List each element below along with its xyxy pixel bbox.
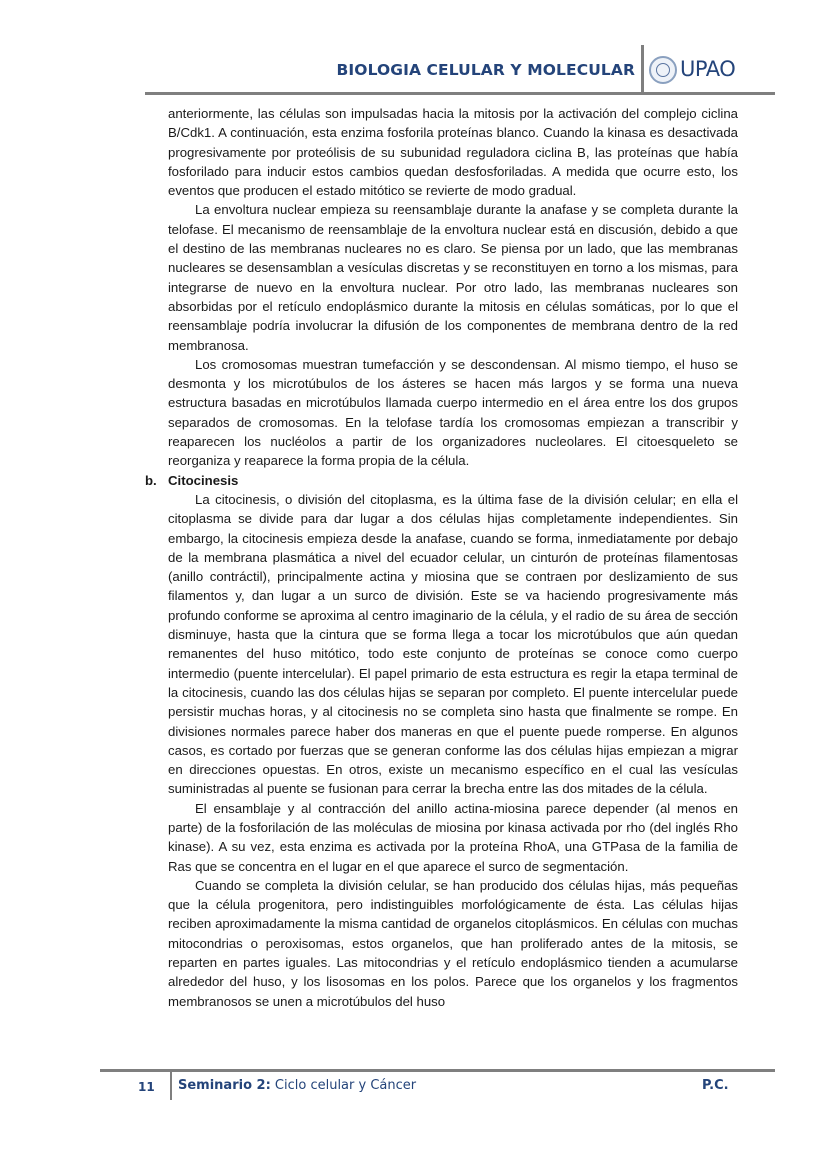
- section-title: Citocinesis: [168, 472, 239, 488]
- header-title: BIOLOGIA CELULAR Y MOLECULAR: [336, 61, 635, 79]
- page-header: [0, 0, 828, 100]
- header-divider: [641, 45, 644, 95]
- footer-rule: [100, 1069, 775, 1072]
- section-heading: [145, 471, 738, 490]
- document-body: [145, 104, 738, 1011]
- paragraph: Cuando se completa la división celular, se han producido dos células hijas, más pequeñas que la célula progenitora, pero indistinguibles morfológicamente de ésta. Las células hijas reciben aproximadamente la misma cantidad de organelos citoplásmicos. En células con muchas mitocondrias o peroxisomas, estos organelos, que han proliferado antes de la mitosis, se reparten en partes iguales. Las mitocondrias y el retículo endoplásmico tienden a acumularse alrededor del huso, y los lisosomas en los polos. Parece que los organelos y los fragmentos membranosos se unen a microtúbulos del huso: [168, 877, 738, 1009]
- logo-text: UPAO: [680, 57, 736, 81]
- paragraph: Los cromosomas muestran tumefacción y se descondensan. Al mismo tiempo, el huso se desmonta y los microtúbulos de los ásteres se hacen más largos y se forma una nueva estructura basadas en microtúbulos llamada cuerpo intermedio en el área entre los dos grupos separados de cromosomas. En la telofase tardía los cromosomas empiezan a transcribir y reaparecen los nucléolos a partir de los organizadores nucleolares. El citoesqueleto se reorganiza y reaparece la forma propia de la célula.: [168, 356, 738, 469]
- seminar-title: Ciclo celular y Cáncer: [270, 1078, 417, 1093]
- university-seal-icon: [649, 56, 677, 84]
- footer-title: [178, 1078, 416, 1093]
- seminar-label: Seminario 2:: [178, 1078, 271, 1093]
- header-rule: [145, 92, 775, 95]
- footer-author: P.C.: [702, 1078, 729, 1093]
- paragraph: La citocinesis, o división del citoplasma, es la última fase de la división celular; en ella el citoplasma se divide para dar lugar a dos células hijas completamente independientes. Sin embargo, la citocinesis empieza desde la anafase, cuando se forma, inmediatamente por debajo de la membrana plasmática a nivel del ecuador celular, un cinturón de proteínas filamentosas (anillo contráctil), principalmente actina y miosina que se contraen por deslizamiento de sus filamentos y, dan lugar a un surco de división. Este se va haciendo progresivamente más profundo conforme se aproxima al centro imaginario de la célula, y el radio de su área de sección disminuye, hasta que la cintura que se forma llega a tocar los microtúbulos que aún quedan remanentes del huso mitótico, todo este conjunto de proteínas se conoce como cuerpo intermedio (puente intercelular). El papel primario de esta estructura es regir la etapa terminal de la citocinesis, cuando las dos células hijas se separan por completo. El puente intercelular puede persistir muchas horas, y al citocinesis no se completa sino hasta que finalmente se rompe. En divisiones normales parece haber dos maneras en que el puente puede romperse. En algunos casos, es cortado por fuerzas que se generan conforme las dos células hijas empiezan a migrar en direcciones opuestas. En otros, existe un mecanismo específico en el cual las vesículas suministradas al puente se fusionan para cerrar la brecha entre las dos mitades de la célula.: [168, 491, 738, 797]
- paragraph: El ensamblaje y al contracción del anillo actina-miosina parece depender (al menos en parte) de la fosforilación de las moléculas de miosina por kinasa activada por rho (del inglés Rho kinase). A su vez, esta enzima es activada por la proteína RhoA, una GTPasa de la familia de Ras que se concentra en el lugar en el que aparece el surco de segmentación.: [168, 800, 738, 874]
- section-letter: b.: [145, 472, 157, 488]
- paragraph: La envoltura nuclear empieza su reensamblaje durante la anafase y se completa durante la telofase. El mecanismo de reensamblaje de la envoltura nuclear está en discusión, debido a que el destino de las membranas nucleares no es claro. Se piensa por un lado, que las membranas nucleares se desensamblan a vesículas discretas y se reconstituyen en torno a los mismas, para integrarse de nuevo en la envoltura nuclear. Por otro lado, las membranas nucleares son absorbidas por el retículo endoplásmico durante la mitosis en células somáticas, por lo que el reensamblaje podría involucrar la difusión de los componentes de membrana dentro de la red membranosa.: [168, 202, 738, 353]
- paragraph: anteriormente, las células son impulsadas hacia la mitosis por la activación del complejo ciclina B/Cdk1. A continuación, esta enzima fosforila proteínas blanco. Cuando la kinasa es desactivada progresivamente por proteólisis de su subunidad reguladora ciclina B, las proteínas que había fosforilado para inducir estos cambios quedan desfosforiladas. A medida que ocurre esto, los eventos que producen el estado mitótico se revierte de modo gradual.: [168, 106, 738, 199]
- footer-divider: [170, 1072, 172, 1100]
- page-number: 11: [138, 1080, 155, 1094]
- upao-logo: [649, 54, 749, 90]
